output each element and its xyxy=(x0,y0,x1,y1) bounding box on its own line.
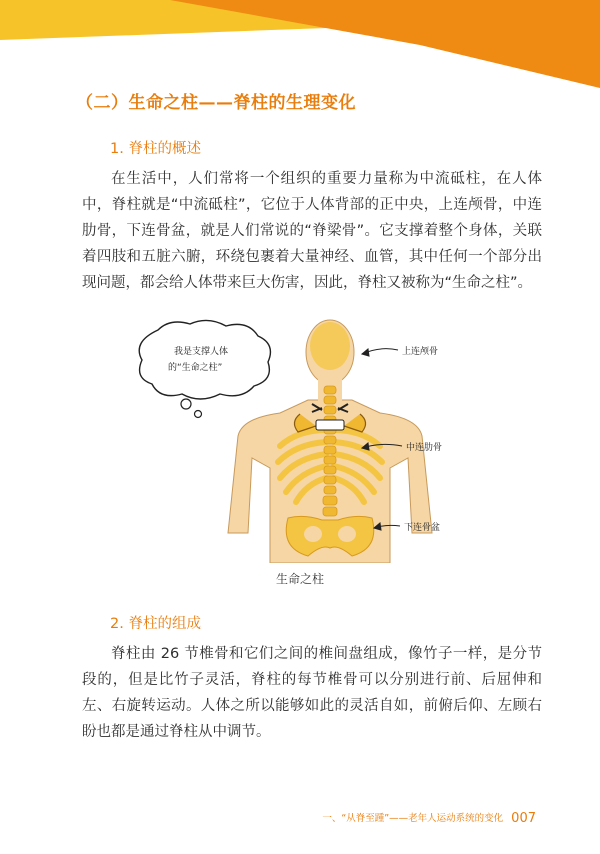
figure-caption: 生命之柱 xyxy=(275,572,324,586)
paragraph-overview: 在生活中，人们常将一个组织的重要力量称为中流砥柱，在人体中，脊柱就是“中流砥柱”，它位于人体背部的正中央，上连颅骨，中连肋骨，下连骨盆，就是人们常说的“脊梁骨”。它支撑着整个身体，关联着四肢和五脏六腑，环绕包裹着大量神经、血管，其中任何一个部分出现问题，都会给人体带来巨大伤害，因此，脊柱又被称为“生命之柱”。 xyxy=(82,171,542,291)
subsection-title-composition: 2. 脊柱的组成 xyxy=(110,616,201,632)
spine-illustration xyxy=(130,318,470,563)
speech-line-2: 的“生命之柱” xyxy=(168,363,223,373)
label-ribs: 中连肋骨 xyxy=(406,443,443,453)
speech-line-1: 我是支撑人体 xyxy=(174,347,229,357)
paragraph-composition: 脊柱由 26 节椎骨和它们之间的椎间盘组成，像竹子一样，是分节段的，但是比竹子灵活，脊柱的每节椎骨可以分别进行前、后屈伸和左、右旋转运动。人体之所以能够如此的灵活自如，前俯后仰、左顾右盼也都是通过脊柱从中调节。 xyxy=(82,646,542,740)
page-number: 007 xyxy=(511,811,536,826)
page-footer xyxy=(322,810,536,826)
top-banner xyxy=(0,0,600,90)
subsection-title-overview: 1. 脊柱的概述 xyxy=(110,141,201,157)
label-skull: 上连颅骨 xyxy=(402,347,439,357)
section-title: （二）生命之柱——脊柱的生理变化 xyxy=(76,93,356,113)
speech-bubble xyxy=(139,320,270,417)
running-title: 一、“从脊至踵”——老年人运动系统的变化 xyxy=(322,813,504,824)
label-pelvis: 下连骨盆 xyxy=(404,523,441,533)
